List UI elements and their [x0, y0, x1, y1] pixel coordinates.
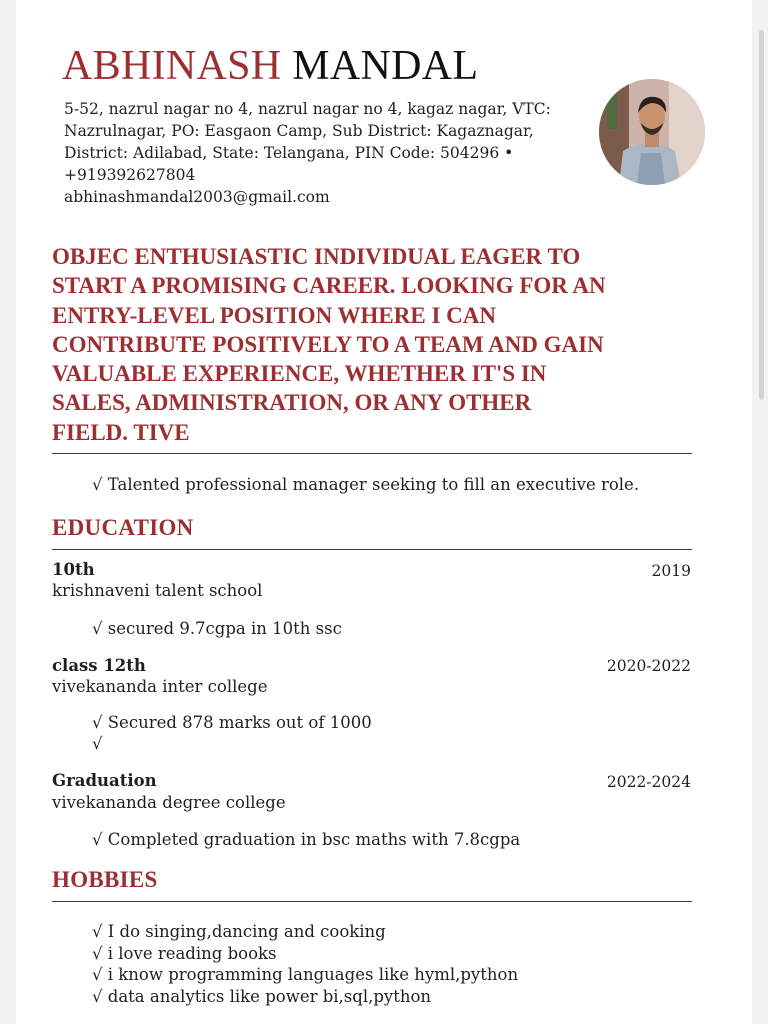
- objective-line: CONTRIBUTE POSITIVELY TO A TEAM AND GAIN: [52, 331, 604, 357]
- list-item: √ i know programming languages like hyml,python: [92, 965, 519, 984]
- objective-bullet: √ Talented professional manager seeking to fill an executive role.: [92, 475, 640, 494]
- contact-email: abhinashmandal2003@gmail.com: [64, 188, 330, 206]
- education-entry-title: class 12th: [52, 656, 146, 675]
- objective-line: SALES, ADMINISTRATION, OR ANY OTHER: [52, 390, 532, 416]
- candidate-name: [62, 38, 478, 94]
- list-item: √ i love reading books: [92, 943, 277, 963]
- list-item: √ I do singing,dancing and cooking: [92, 922, 386, 941]
- education-bullet: √ secured 9.7cgpa in 10th ssc: [92, 619, 342, 638]
- scrollbar[interactable]: [758, 0, 766, 1024]
- objective-line: ENTRY-LEVEL POSITION WHERE I CAN: [52, 302, 496, 328]
- list-item: √ data analytics like power bi,sql,python: [92, 986, 432, 1006]
- education-entry-institution: vivekananda inter college: [52, 677, 268, 696]
- education-bullet: √ Secured 878 marks out of 1000: [92, 713, 372, 732]
- education-entry-title: 10th: [52, 560, 95, 579]
- hobbies-heading: HOBBIES: [52, 867, 158, 892]
- objective-statement: [52, 242, 712, 447]
- objective-line: VALUABLE EXPERIENCE, WHETHER IT'S IN: [52, 361, 547, 387]
- profile-photo-image: [599, 79, 705, 185]
- objective-line: FIELD. TIVE: [52, 419, 190, 445]
- education-entry-title: Graduation: [52, 771, 157, 790]
- contact-line: 5-52, nazrul nagar no 4, nazrul nagar no 4, kagaz nagar, VTC:: [64, 100, 551, 118]
- education-entry-year: 2020-2022: [606, 657, 691, 675]
- contact-info: [64, 98, 564, 208]
- objective-line: OBJEC ENTHUSIASTIC INDIVIDUAL EAGER TO: [52, 244, 581, 269]
- contact-line: District: Adilabad, State: Telangana, PIN Code: 504296 •: [64, 144, 514, 162]
- education-entry-institution: vivekananda degree college: [52, 793, 286, 812]
- resume-page: [16, 0, 752, 1024]
- contact-phone: +919392627804: [64, 166, 196, 184]
- divider: [52, 901, 692, 902]
- education-bullet: √ Completed graduation in bsc maths with 7.8cgpa: [92, 830, 521, 849]
- education-bullet: √: [92, 734, 103, 753]
- contact-line: Nazrulnagar, PO: Easgaon Camp, Sub District: Kagaznagar,: [64, 122, 534, 140]
- education-entry-year: 2022-2024: [606, 773, 691, 791]
- education-entry-institution: krishnaveni talent school: [52, 581, 263, 600]
- first-name: ABHINASH: [62, 43, 282, 89]
- hobbies-list: [92, 921, 518, 1007]
- education-entry-year: 2019: [651, 562, 691, 580]
- scrollbar-thumb[interactable]: [759, 30, 764, 400]
- divider: [52, 549, 692, 550]
- objective-line: START A PROMISING CAREER. LOOKING FOR AN: [52, 273, 606, 299]
- last-name: MANDAL: [292, 43, 479, 89]
- education-heading: EDUCATION: [52, 515, 194, 540]
- profile-photo: [599, 79, 705, 185]
- divider: [52, 453, 692, 454]
